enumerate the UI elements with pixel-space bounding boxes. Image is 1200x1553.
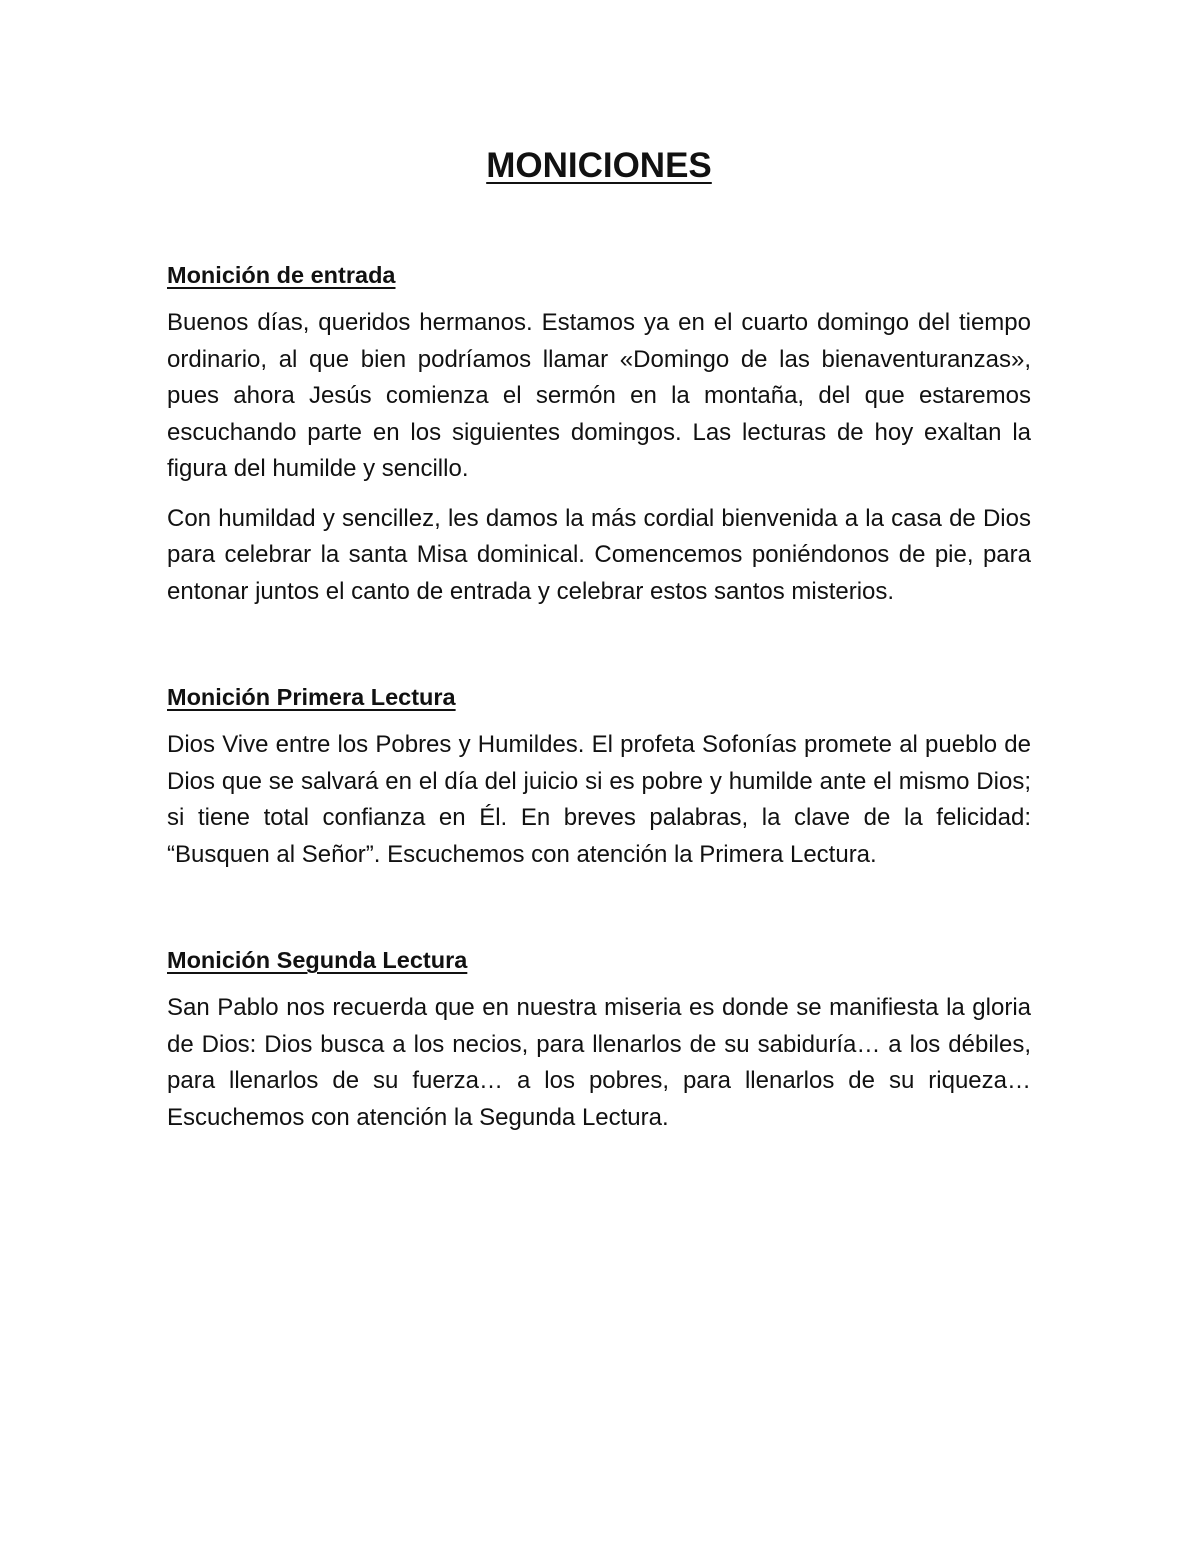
section-heading-entrada: Monición de entrada [167, 262, 396, 288]
paragraph-entrada-1: Buenos días, queridos hermanos. Estamos ya en el cuarto domingo del tiempo ordinario, al que bien podríamos llamar «Domingo de las bienaventuranzas», pues ahora Jesús comienza el sermón en la montaña, del que estaremos escuchando parte en los siguientes domingos. Las lecturas de hoy exaltan la figura del humilde y sencillo. [167, 309, 1031, 482]
paragraph-primera-lectura: Dios Vive entre los Pobres y Humildes. El profeta Sofonías promete al pueblo de Dios que se salvará en el día del juicio si es pobre y humilde ante el mismo Dios; si tiene total confianza en Él. En breves palabras, la clave de la felicidad: “Busquen al Señor”. Escuchemos con atención la Primera Lectura. [167, 731, 1031, 868]
document-title: MONICIONES [486, 146, 712, 185]
paragraph-segunda-lectura: San Pablo nos recuerda que en nuestra miseria es donde se manifiesta la gloria de Dios: Dios busca a los necios, para llenarlos de su sabiduría… a los débiles, para llenarlos de su fuerza… a los pobres, para llenarlos de su riqueza… Escuchemos con atención la Segunda Lectura. [167, 994, 1031, 1131]
document-page [167, 140, 1031, 1136]
paragraph-entrada-2: Con humildad y sencillez, les damos la más cordial bienvenida a la casa de Dios para celebrar la santa Misa dominical. Comencemos poniéndonos de pie, para entonar juntos el canto de entrada y celebrar estos santos misterios. [167, 504, 1031, 605]
section-heading-primera-lectura: Monición Primera Lectura [167, 684, 456, 710]
section-heading-segunda-lectura: Monición Segunda Lectura [167, 947, 468, 973]
